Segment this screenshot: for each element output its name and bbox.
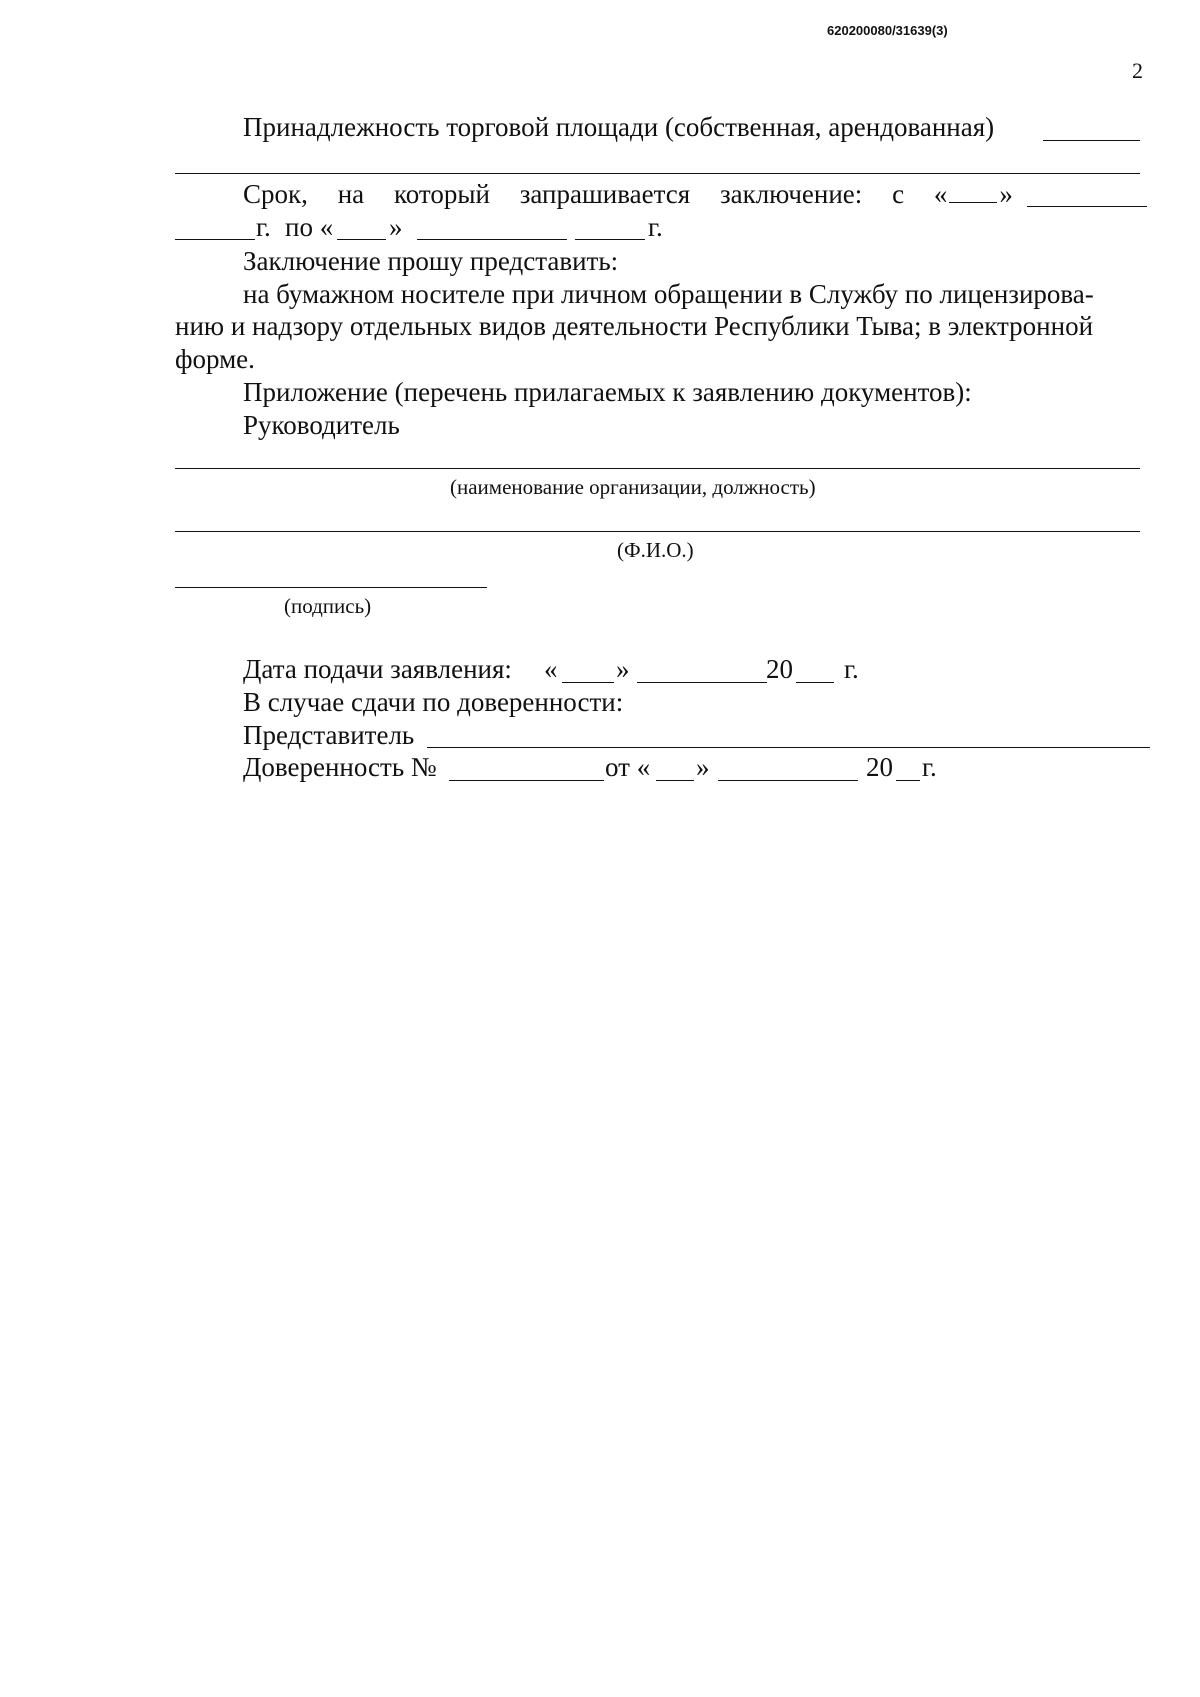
date-year-blank[interactable]: [796, 682, 834, 683]
representative-label: Представитель: [243, 720, 415, 750]
poa-year-suffix: г.: [922, 752, 937, 782]
term-word: который: [393, 179, 490, 209]
poa-month-blank[interactable]: [718, 780, 858, 781]
page-number: 2: [1132, 58, 1143, 83]
org-caption: (наименование организации, должность): [450, 475, 816, 499]
date-label: Дата подачи заявления:: [243, 654, 512, 684]
term-from-day-blank[interactable]: [949, 202, 997, 203]
deliver-line-3: форме.: [175, 344, 255, 374]
signature-caption: (подпись): [284, 594, 372, 618]
deliver-heading: Заключение прошу представить:: [243, 246, 619, 276]
poa-close-quote: »: [696, 752, 710, 782]
document-id: 620200080/31639(3): [827, 23, 948, 38]
term-to-year-blank[interactable]: [575, 239, 645, 240]
term-from-open-quote: « »: [933, 179, 1013, 209]
term-from-year-suffix: г.: [256, 212, 271, 242]
date-month-blank[interactable]: [637, 682, 767, 683]
fio-field[interactable]: [175, 531, 1140, 532]
date-close-quote: »: [616, 654, 630, 684]
poa-day-blank[interactable]: [656, 780, 694, 781]
org-position-field[interactable]: [175, 468, 1140, 469]
term-line: [243, 178, 1013, 210]
deliver-line-1: на бумажном носителе при личном обращении в Службу по лицензирова-: [243, 279, 1094, 309]
ownership-blank-line2[interactable]: [175, 173, 1140, 174]
term-to-day-blank[interactable]: [337, 239, 386, 240]
date-year-suffix: г.: [844, 654, 859, 684]
term-word: заключение:: [719, 179, 863, 209]
poa-number-blank[interactable]: [449, 780, 604, 781]
term-to-label: по «: [285, 212, 334, 242]
poa-from-label: от «: [605, 752, 651, 782]
term-word: Срок,: [243, 179, 308, 209]
term-to-year-suffix: г.: [648, 212, 663, 242]
term-word: с: [892, 179, 905, 209]
date-year-prefix: 20: [766, 654, 793, 684]
date-day-blank[interactable]: [562, 682, 614, 683]
term-to-close-quote: »: [389, 212, 403, 242]
term-word: на: [337, 179, 365, 209]
term-to-month-blank[interactable]: [417, 239, 567, 240]
poa-label: Доверенность №: [243, 752, 437, 782]
term-word: запрашивается: [519, 179, 691, 209]
poa-year-prefix: 20: [866, 752, 893, 782]
proxy-case-label: В случае сдачи по доверенности:: [243, 687, 624, 717]
term-from-year-blank[interactable]: [175, 239, 255, 240]
deliver-line-2: нию и надзору отдельных видов деятельности Республики Тыва; в электронной: [175, 311, 1094, 341]
fio-caption: (Ф.И.О.): [617, 538, 694, 562]
signature-field[interactable]: [175, 587, 487, 588]
date-open-quote: «: [544, 654, 558, 684]
representative-field[interactable]: [427, 747, 1150, 748]
ownership-blank[interactable]: [1043, 140, 1140, 141]
poa-year-blank[interactable]: [896, 780, 920, 781]
attachment-label: Приложение (перечень прилагаемых к заявлению документов):: [243, 377, 972, 407]
term-from-month-blank[interactable]: [1027, 206, 1147, 207]
ownership-label: Принадлежность торговой площади (собственная, арендованная): [243, 112, 995, 142]
head-label: Руководитель: [243, 410, 400, 440]
